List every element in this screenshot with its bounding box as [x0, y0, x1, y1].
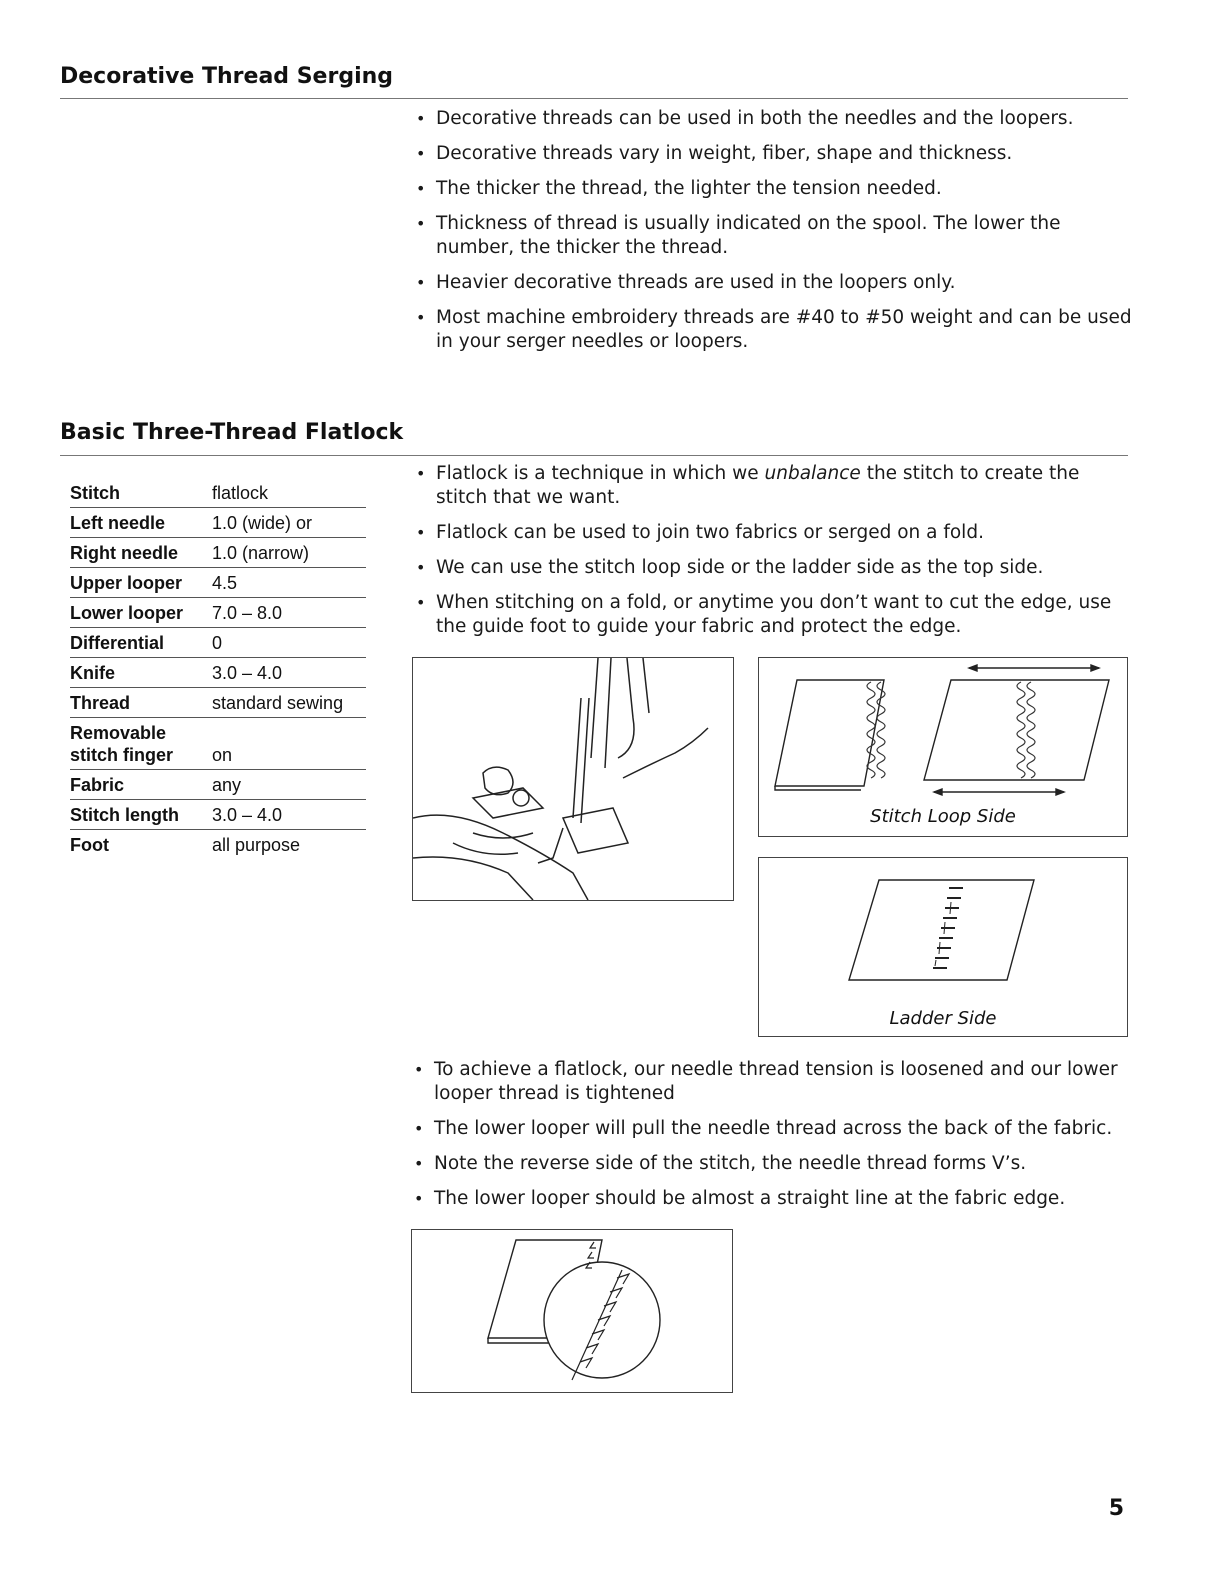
stitch-loop-figure — [758, 657, 1128, 837]
list-item: • The lower looper should be almost a straight line at the fabric edge. — [412, 1187, 1136, 1211]
setting-value: 1.0 (wide) or — [212, 513, 313, 533]
list-item: • Flatlock can be used to join two fabrics or serged on a fold. — [414, 521, 1130, 545]
reverse-side-illustration — [412, 1230, 732, 1392]
section-rule — [60, 98, 1128, 99]
list-item: • Decorative threads can be used in both the needles and the loopers. — [414, 107, 1134, 131]
ladder-side-caption: Ladder Side — [889, 1008, 997, 1029]
list-item: • Heavier decorative threads are used in the loopers only. — [414, 271, 1134, 295]
decorative-bullet-list — [414, 107, 1134, 365]
list-item: • Thickness of thread is usually indicated on the spool. The lower the number, the thicker the thread. — [414, 212, 1134, 260]
setting-key: Differential — [70, 633, 165, 653]
list-item: • The thicker the thread, the lighter the tension needed. — [414, 177, 1134, 201]
table-row — [70, 568, 366, 598]
list-item: • The lower looper will pull the needle thread across the back of the fabric. — [412, 1117, 1136, 1141]
setting-key: Foot — [70, 835, 109, 855]
setting-value: on — [212, 745, 233, 765]
setting-value: 3.0 – 4.0 — [212, 663, 283, 683]
flatlock-bullet-list-bottom — [412, 1058, 1136, 1222]
setting-key: Knife — [70, 663, 115, 683]
table-row — [70, 800, 366, 830]
setting-key: Right needle — [70, 543, 179, 563]
table-row — [70, 770, 366, 800]
ladder-side-illustration — [759, 858, 1127, 998]
page-number: 5 — [1108, 1496, 1124, 1521]
intro-text-a: Flatlock is a technique in which we — [436, 463, 765, 484]
section-title-flatlock: Basic Three-Thread Flatlock — [60, 420, 404, 445]
presser-foot-figure — [412, 657, 734, 901]
ladder-side-figure — [758, 857, 1128, 1037]
table-row — [70, 628, 366, 658]
setting-value: 0 — [212, 633, 223, 653]
list-item: • Decorative threads vary in weight, fiber, shape and thickness. — [414, 142, 1134, 166]
intro-text-b: the stitch to create the stitch that we want. — [436, 463, 1080, 508]
table-row — [70, 658, 366, 688]
list-item: • When stitching on a fold, or anytime you don’t want to cut the edge, use the guide foot to guide your fabric and protect the edge. — [414, 591, 1130, 639]
table-row — [70, 598, 366, 628]
setting-value: flatlock — [212, 483, 269, 503]
stitch-loop-illustration — [759, 658, 1127, 798]
setting-key: Stitch length — [70, 805, 179, 825]
setting-key: Removable stitch finger — [70, 723, 174, 765]
list-item: • Note the reverse side of the stitch, the needle thread forms V’s. — [412, 1152, 1136, 1176]
list-item: • Most machine embroidery threads are #40 to #50 weight and can be used in your serger needles or loopers. — [414, 306, 1134, 354]
setting-value: 1.0 (narrow) — [212, 543, 310, 563]
list-item: • To achieve a flatlock, our needle thread tension is loosened and our lower looper thread is tightened — [412, 1058, 1136, 1106]
table-row — [70, 830, 366, 859]
setting-value: all purpose — [212, 835, 301, 855]
stitch-loop-caption: Stitch Loop Side — [870, 806, 1016, 827]
reverse-side-figure — [411, 1229, 733, 1393]
presser-foot-illustration — [413, 658, 733, 900]
table-row — [70, 718, 366, 770]
setting-value: standard sewing — [212, 693, 344, 713]
table-row — [70, 538, 366, 568]
table-row — [70, 688, 366, 718]
setting-key: Fabric — [70, 775, 125, 795]
setting-key: Left needle — [70, 513, 166, 533]
intro-emphasis: unbalance — [764, 463, 861, 484]
setting-value: any — [212, 775, 242, 795]
section-title-decorative: Decorative Thread Serging — [60, 64, 394, 89]
list-item: • We can use the stitch loop side or the ladder side as the top side. — [414, 556, 1130, 580]
setting-value: 3.0 – 4.0 — [212, 805, 283, 825]
list-item — [414, 462, 1130, 510]
setting-value: 4.5 — [212, 573, 238, 593]
setting-key: Lower looper — [70, 603, 184, 623]
setting-key: Upper looper — [70, 573, 183, 593]
section-rule — [60, 455, 1128, 456]
table-row — [70, 478, 366, 508]
setting-key: Thread — [70, 693, 131, 713]
setting-value: 7.0 – 8.0 — [212, 603, 283, 623]
setting-key: Stitch — [70, 483, 121, 503]
flatlock-bullet-list-top — [414, 462, 1130, 650]
settings-table — [70, 478, 366, 859]
table-row — [70, 508, 366, 538]
